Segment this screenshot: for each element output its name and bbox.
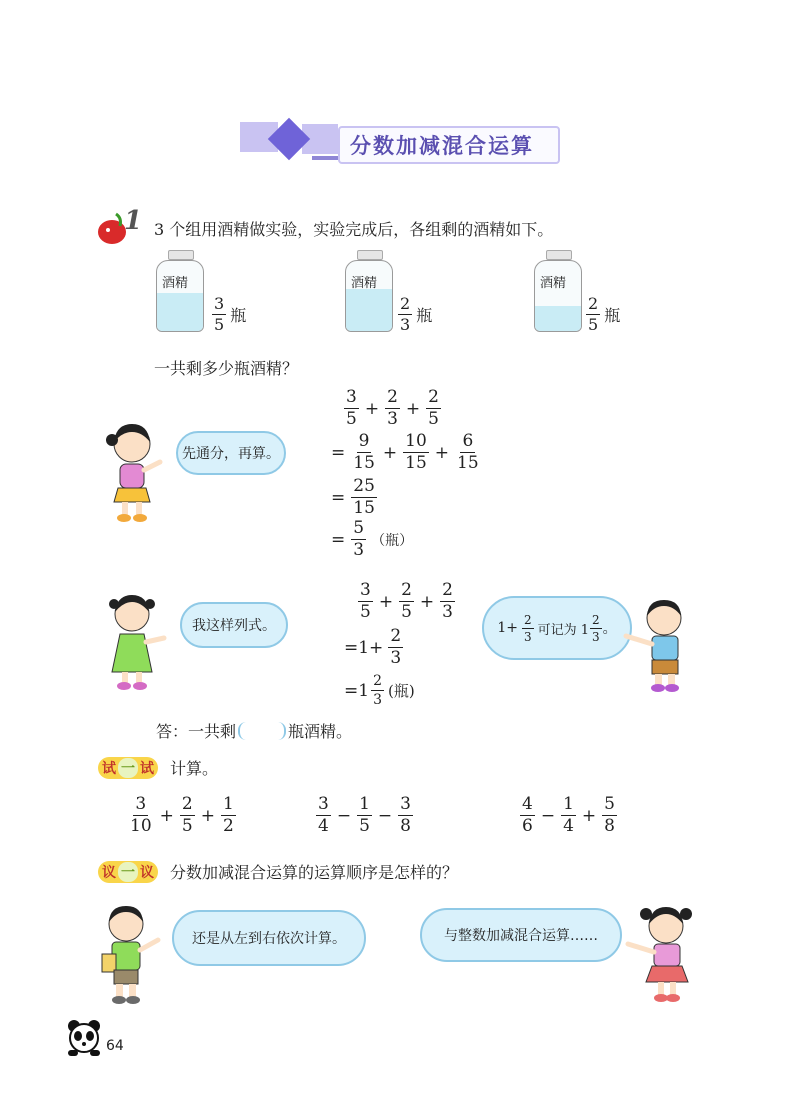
numerator: 2: [592, 612, 600, 627]
header-banner: [240, 118, 570, 178]
boy-illustration-2: [96, 900, 164, 1010]
bubble-text: 还是从左到右依次计算。: [192, 931, 346, 947]
bottle-label: 酒精: [540, 276, 567, 291]
numerator: 2: [390, 626, 402, 646]
denominator: 3: [442, 602, 453, 622]
speech-bubble-method2: [180, 602, 288, 648]
numerator: 1: [563, 794, 574, 814]
numerator: 5: [353, 518, 365, 538]
numerator: 3: [400, 794, 411, 814]
prefix: =1: [344, 680, 370, 701]
denominator: 3: [373, 692, 382, 708]
numerator: 3: [360, 580, 371, 600]
page-title: 分数加减混合运算: [350, 133, 534, 158]
denominator: 5: [401, 602, 412, 622]
method1-line4: = $\frac{5}{3}$ （瓶）: [331, 518, 414, 560]
note-prefix: 1+: [497, 620, 518, 636]
numerator: 2: [523, 612, 532, 627]
denominator: 5: [360, 602, 371, 622]
badge-char: 一: [118, 758, 138, 778]
numerator: 5: [604, 794, 615, 814]
denominator: 8: [400, 816, 411, 836]
numerator: 6: [462, 431, 474, 451]
operator: +: [159, 805, 174, 826]
numerator: 2: [588, 294, 599, 313]
denominator: 4: [563, 816, 574, 836]
method2-line2: [344, 628, 403, 667]
bottle-body: [345, 250, 393, 332]
denominator: 15: [457, 453, 479, 473]
denominator: 15: [353, 498, 375, 518]
answer-prefix: 答：一共剩: [156, 722, 237, 741]
unit: （瓶）: [371, 532, 414, 549]
denominator: 4: [318, 816, 329, 836]
method2-line1: $\frac{3}{5}$ + $\frac{2}{5}$ + $\frac{2}{3}$: [360, 580, 453, 622]
answer-line: [156, 719, 352, 742]
denominator: 3: [387, 409, 398, 429]
denominator: 5: [181, 816, 193, 836]
bottle-2-amount: [398, 296, 432, 333]
numerator: 1: [222, 794, 234, 814]
operator: −: [377, 805, 393, 826]
denominator: 10: [130, 816, 152, 836]
speech-bubble-method1: [176, 431, 286, 475]
badge-char: 试: [102, 760, 116, 777]
numerator: 9: [358, 431, 370, 451]
bottle-body: [534, 250, 582, 332]
try-label: 计算。: [170, 759, 219, 778]
unit: 瓶: [416, 306, 433, 325]
bottle-3-amount: [586, 296, 620, 333]
try-header: [98, 756, 218, 779]
badge-char: 试: [140, 760, 154, 777]
denominator: 6: [522, 816, 533, 836]
panda-icon: [64, 1018, 104, 1058]
denominator: 15: [353, 453, 375, 473]
numerator: 10: [405, 431, 427, 451]
girl-illustration-3: [624, 900, 698, 1010]
bottle-2: [345, 250, 393, 332]
denominator: 3: [400, 315, 411, 334]
badge-char: 议: [102, 864, 116, 881]
numerator: 3: [318, 794, 329, 814]
exercise-2: [316, 796, 413, 835]
denominator: 3: [592, 629, 600, 644]
note-middle: 可记为 1: [537, 622, 590, 638]
prefix: =1+: [344, 637, 384, 658]
operator: −: [540, 805, 556, 826]
speech-bubble-discuss-left: [172, 910, 366, 966]
method2-line3: [344, 674, 415, 707]
discuss-badge: [98, 861, 158, 883]
denominator: 5: [346, 409, 357, 429]
numerator: 3: [135, 794, 147, 814]
denominator: 5: [214, 315, 225, 334]
numerator: 3: [346, 387, 357, 407]
unit: 瓶: [230, 306, 247, 325]
boy-illustration-1: [622, 594, 698, 696]
bottle-label: 酒精: [162, 276, 189, 291]
denominator: 3: [523, 629, 532, 644]
method1-line1: $\frac{3}{5}$ + $\frac{2}{3}$ + $\frac{2}{5}$: [346, 387, 439, 429]
page-number: 64: [106, 1038, 124, 1054]
bottle-label: 酒精: [351, 276, 378, 291]
liquid-fill: [346, 289, 392, 331]
method1-line2: = $\frac{9}{15}$ + $\frac{10}{15}$ + $\frac{6}{15}$: [331, 431, 479, 473]
bottle-body: [156, 250, 204, 332]
example-number: 1: [124, 206, 143, 236]
numerator: 25: [353, 476, 375, 496]
denominator: 15: [405, 453, 427, 473]
numerator: 4: [522, 794, 533, 814]
operator: +: [200, 805, 215, 826]
exercise-1: [128, 796, 236, 835]
exercise-3: [520, 796, 617, 835]
numerator: 1: [359, 794, 370, 814]
bubble-text: 我这样列式。: [192, 618, 276, 634]
denominator: 3: [390, 648, 402, 668]
bubble-text: 与整数加减混合运算……: [444, 928, 598, 944]
badge-char: 议: [140, 864, 154, 881]
girl-illustration-1: [100, 418, 164, 526]
numerator: 2: [181, 794, 193, 814]
note-suffix: 。: [602, 621, 617, 637]
try-badge: [98, 757, 158, 779]
numerator: 2: [442, 580, 453, 600]
liquid-fill: [157, 293, 203, 331]
numerator: 3: [214, 294, 225, 313]
numerator: 2: [400, 294, 411, 313]
bottle-1-amount: [212, 296, 246, 333]
question-text: 一共剩多少瓶酒精？: [154, 359, 299, 378]
answer-blank[interactable]: [238, 722, 286, 740]
discuss-label: 分数加减混合运算的运算顺序是怎样的？: [170, 863, 459, 882]
denominator: 8: [604, 816, 615, 836]
operator: −: [336, 805, 352, 826]
numerator: 2: [401, 580, 412, 600]
speech-bubble-note: [482, 596, 632, 660]
bubble-text: 先通分，再算。: [182, 446, 280, 462]
numerator: 2: [373, 673, 382, 689]
speech-bubble-discuss-right: [420, 908, 622, 962]
denominator: 5: [588, 315, 599, 334]
denominator: 2: [222, 816, 234, 836]
denominator: 5: [359, 816, 370, 836]
numerator: 2: [387, 387, 398, 407]
numerator: 2: [428, 387, 439, 407]
method1-line3: = $\frac{25}{15}$: [331, 476, 375, 518]
example-intro: 3 个组用酒精做实验，实验完成后，各组剩的酒精如下。: [154, 220, 554, 239]
badge-char: 一: [118, 862, 138, 882]
operator: +: [581, 805, 597, 826]
unit: (瓶): [387, 682, 415, 700]
discuss-header: [98, 860, 458, 883]
denominator: 3: [353, 540, 365, 560]
girl-illustration-2: [100, 590, 168, 694]
liquid-fill: [535, 306, 581, 331]
unit: 瓶: [604, 306, 621, 325]
answer-suffix: 瓶酒精。: [288, 722, 353, 741]
bottle-3: [534, 250, 582, 332]
denominator: 5: [428, 409, 439, 429]
bottle-1: [156, 250, 204, 332]
